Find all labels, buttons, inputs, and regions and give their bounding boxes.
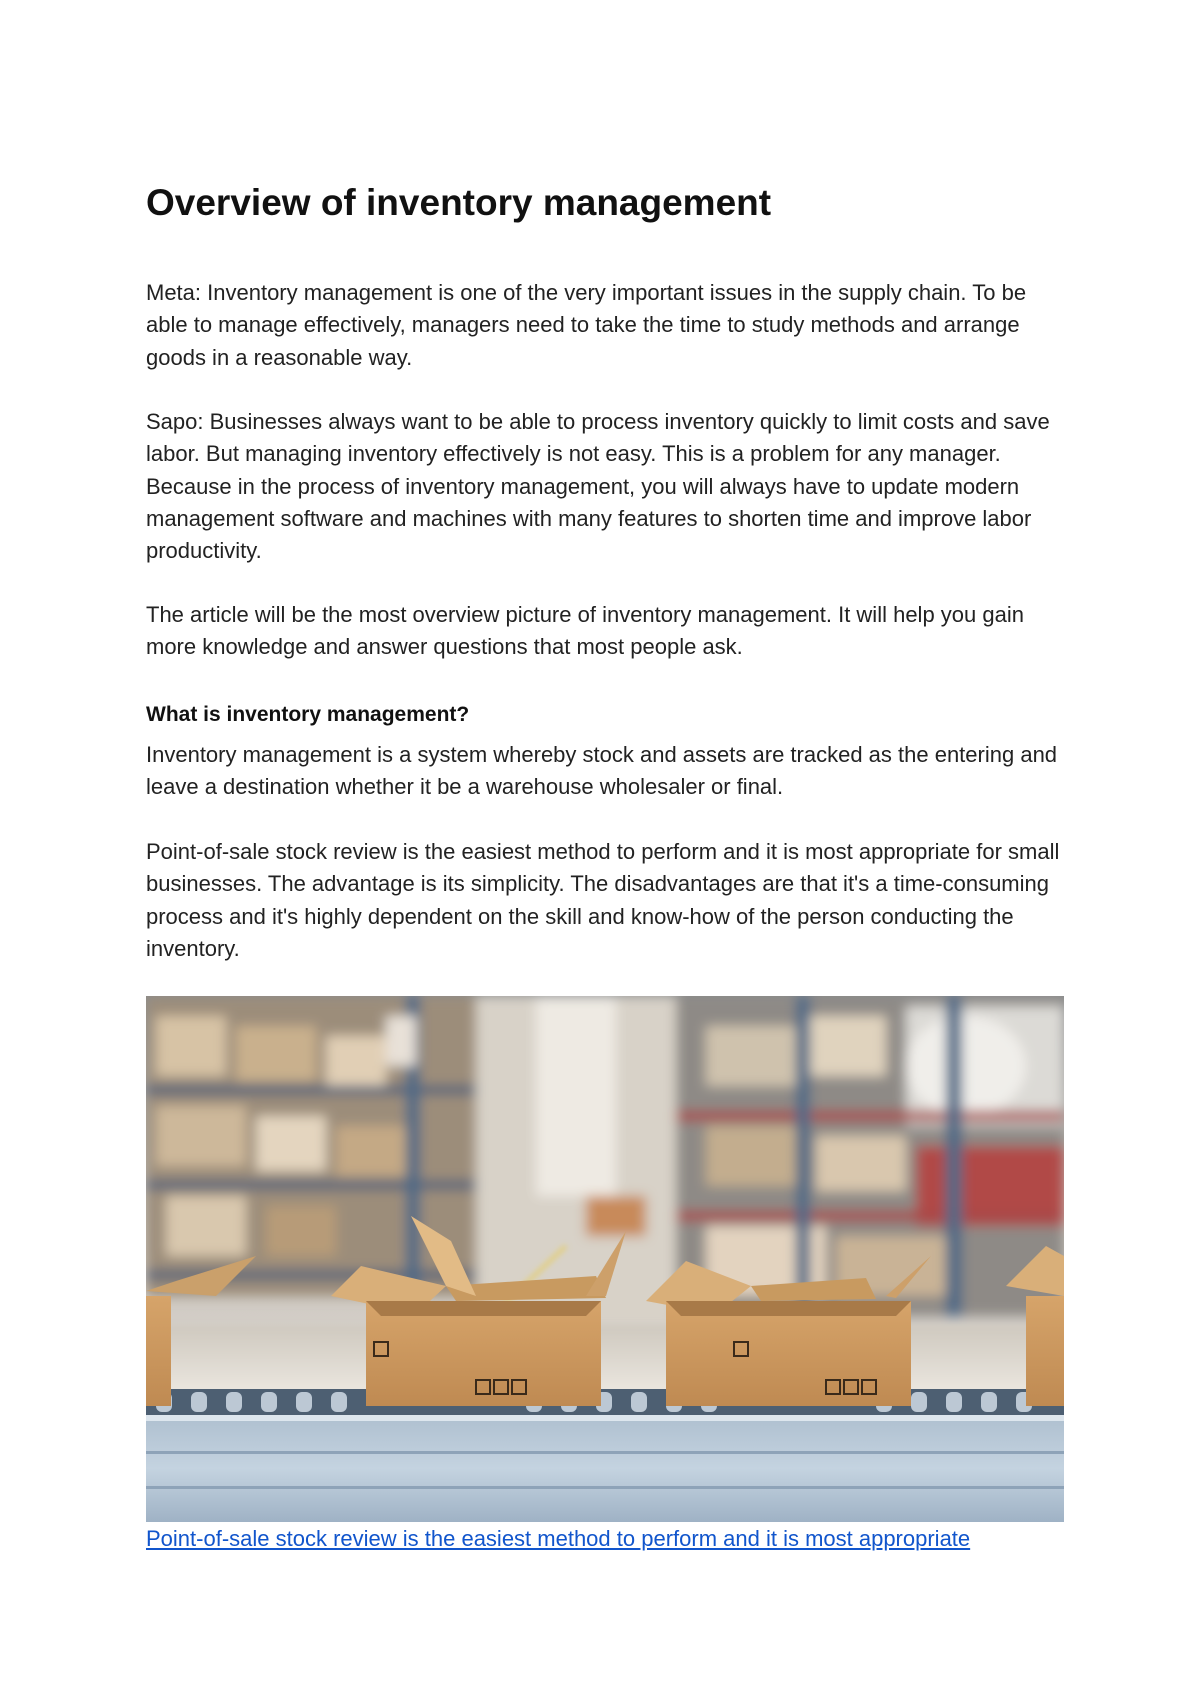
point-of-sale-paragraph: Point-of-sale stock review is the easiest method to perform and it is most appropriate for small businesses. The advantage is its simplicity. The disadvantages are that it's a time-consuming process and it's highly dependent on the skill and know-how of the person conducting the inventory. [146, 839, 1060, 961]
figure-caption-link[interactable]: Point-of-sale stock review is the easiest method to perform and it is most appropriate [146, 1526, 971, 1551]
definition-paragraph: Inventory management is a system whereby stock and assets are tracked as the entering and leave a destination whether it be a warehouse wholesaler or final. [146, 742, 1058, 800]
meta-paragraph: Meta: Inventory management is one of the very important issues in the supply chain. To be able to manage effectively, managers need to take the time to study methods and arrange goods in a reasonable way. [146, 280, 1027, 370]
section-heading: What is inventory management? [146, 703, 470, 726]
intro-paragraph: The article will be the most overview picture of inventory management. It will help you gain more knowledge and answer questions that most people ask. [146, 602, 1024, 660]
sapo-paragraph: Sapo: Businesses always want to be able to process inventory quickly to limit costs and save labor. But managing inventory effectively is not easy. This is a problem for any manager. Because in the process of inventory management, you will always have to update modern management software and machines with many features to shorten time and improve labor productivity. [146, 409, 1050, 564]
page-title: Overview of inventory management [146, 182, 772, 223]
warehouse-boxes-image [146, 996, 1064, 1522]
